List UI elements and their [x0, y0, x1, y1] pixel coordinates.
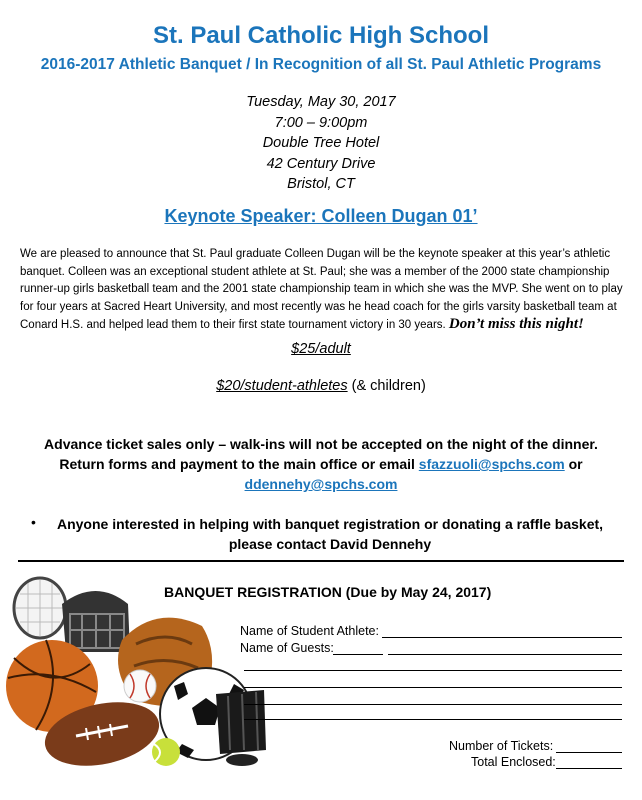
- page-title: St. Paul Catholic High School: [152, 22, 490, 49]
- price-student-note: (& children): [347, 378, 426, 394]
- helmet-icon: [62, 591, 130, 652]
- tennis-ball-icon: [152, 738, 180, 766]
- bullet-icon: •: [31, 514, 36, 530]
- ticket-line-1: Advance ticket sales only – walk-ins will not be accepted on the night of the dinner.: [44, 436, 598, 452]
- ticket-instructions: [30, 434, 612, 494]
- student-athlete-label: Name of Student Athlete:: [240, 624, 379, 638]
- price-student: $20/student-athletes: [216, 378, 348, 394]
- volunteer-note: Anyone interested in helping with banquet registration or donating a raffle basket, please contact David Dennehy: [56, 516, 604, 552]
- announcement-text: We are pleased to announce that St. Paul graduate Colleen Dugan will be the keynote speaker at this year’s athletic banquet. Colleen was an exceptional student athlete at St. Paul; she was a member of the 2000 state championship runner-up girls basketball team and the 2001 state championship team in which she was the MVP. She went on to play for four years at Sacred Heart University, and most recently was he head coach for the girls varsity basketball team at Conard H.S. and helped lead them to their first state tournament victory in 30 years.: [20, 248, 623, 331]
- keynote-heading: Keynote Speaker: Colleen Dugan 01’: [164, 206, 478, 226]
- event-details: [0, 92, 642, 195]
- guests-line-a[interactable]: [333, 654, 383, 655]
- price-student-line: [0, 378, 642, 394]
- guests-line-b[interactable]: [388, 654, 622, 655]
- event-venue: Double Tree Hotel: [262, 135, 380, 151]
- number-of-tickets-label: Number of Tickets:: [449, 739, 554, 753]
- guests-label: Name of Guests:: [240, 641, 334, 655]
- event-time: 7:00 – 9:00pm: [274, 114, 368, 131]
- guests-line-3[interactable]: [244, 687, 622, 688]
- student-athlete-line[interactable]: [382, 637, 622, 638]
- number-of-tickets-line[interactable]: [556, 752, 622, 753]
- ticket-line-2: [30, 454, 612, 474]
- section-divider: [18, 560, 624, 562]
- tennis-racket-icon: [14, 578, 66, 638]
- page-subtitle: 2016-2017 Athletic Banquet / In Recognition of all St. Paul Athletic Programs: [40, 56, 602, 73]
- ticket-line-3: [30, 474, 612, 494]
- guests-line-4[interactable]: [244, 704, 622, 705]
- sports-equipment-icon: [6, 574, 268, 770]
- event-city: Bristol, CT: [287, 176, 355, 192]
- hockey-puck-icon: [226, 754, 258, 766]
- price-adult: $25/adult: [291, 341, 351, 357]
- announcement-paragraph: [20, 246, 624, 335]
- guests-line-5[interactable]: [244, 719, 622, 720]
- announcement-emphasis: Don’t miss this night!: [448, 316, 584, 332]
- event-address: 42 Century Drive: [266, 155, 376, 172]
- registration-title: BANQUET REGISTRATION (Due by May 24, 2017): [164, 584, 492, 600]
- total-enclosed-line[interactable]: [556, 768, 622, 769]
- baseball-icon: [124, 670, 156, 702]
- ticket-line-2-text: Return forms and payment to the main office or email: [59, 456, 419, 472]
- total-enclosed-label: Total Enclosed:: [471, 755, 556, 769]
- email-link-sfazzuoli[interactable]: sfazzuoli@spchs.com: [418, 456, 565, 472]
- hockey-glove-icon: [216, 690, 266, 754]
- guests-line-2[interactable]: [244, 670, 622, 671]
- event-date: Tuesday, May 30, 2017: [246, 94, 396, 110]
- ticket-line-2-suffix: or: [564, 456, 583, 472]
- email-link-ddennehy[interactable]: ddennehy@spchs.com: [244, 476, 398, 492]
